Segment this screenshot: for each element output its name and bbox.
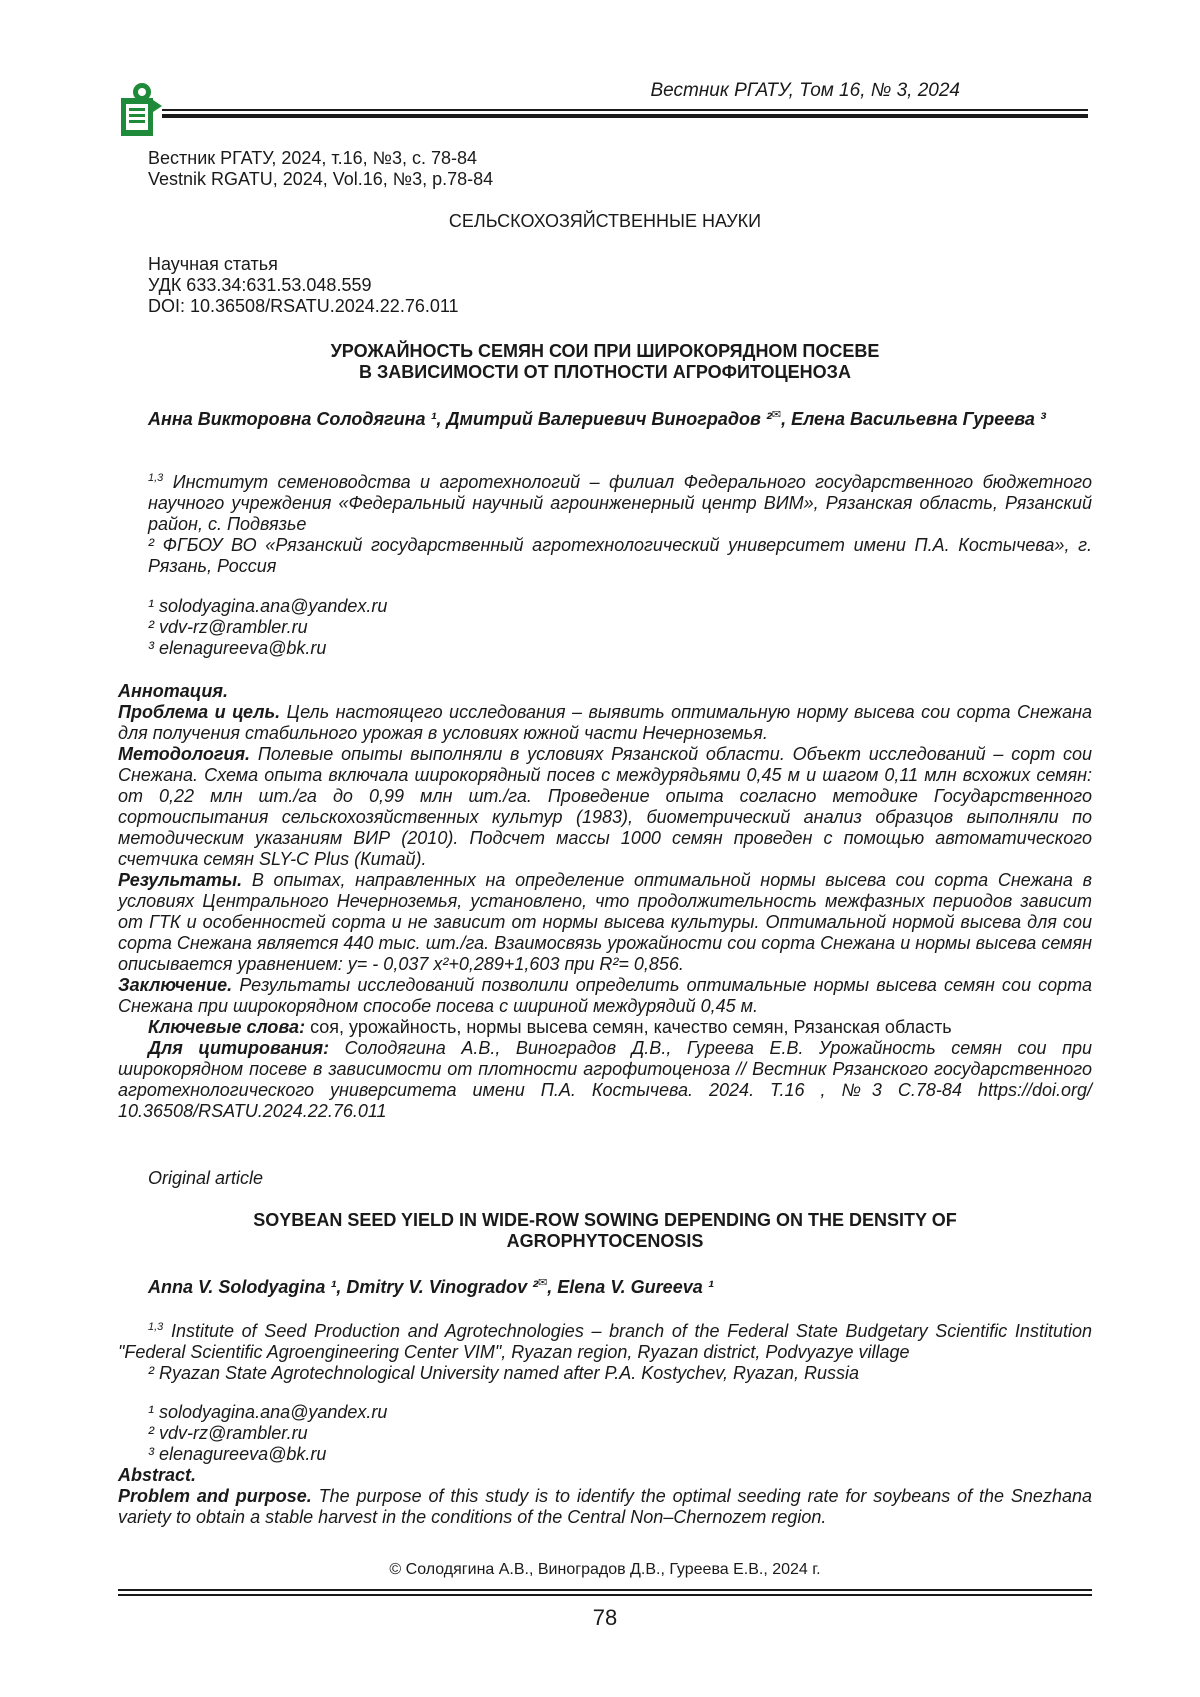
ru-aff-2: ² ФГБОУ ВО «Рязанский государственный агротехнологический университет имени П.А. Костычева», г. Рязань, Россия [148, 535, 1092, 576]
footer-rule [118, 1589, 1092, 1591]
en-abstract-label: Abstract. [118, 1465, 197, 1485]
page-number: 78 [592, 1605, 618, 1630]
ru-annotation-label: Аннотация. [118, 681, 228, 701]
ru-cite: Для цитирования: Солодягина А.В., Виноградов Д.В., Гуреева Е.В. Урожайность семян сои при широкорядном посеве в зависимости от плотности агрофитоценоза // Вестник Рязанского государственного агротехнологического университета имени П.А. Костычева. 2024. Т.16 , №3 С.78-84 https://doi.org/ 10.36508/RSATU.2024.22.76.011 [118, 1038, 1092, 1121]
en-aff-2: ² Ryazan State Agrotechnological University named after P.A. Kostychev, Ryazan, Russia [148, 1363, 860, 1383]
ru-problem: Проблема и цель. Цель настоящего исследования – выявить оптимальную норму высева сои сорта Снежана для получения стабильного урожая в условиях южной части Нечерноземья. [118, 702, 1092, 743]
meta-block [118, 254, 1122, 317]
header-rule-thick [162, 114, 1088, 118]
en-authors [118, 1273, 1122, 1298]
ru-aff-1: Институт семеноводства и агротехнологий – филиал Федерального государственного бюджетного научного учреждения «Федеральный научный агроинженерный центр ВИМ», Рязанская область, Рязанский район, с. Подвязье [148, 472, 1092, 534]
article-type: Научная статья [148, 254, 278, 274]
ru-authors-part-1: Анна Викторовна Солодягина ¹, Дмитрий Валериевич Виноградов ² [148, 409, 772, 429]
header-rule [162, 109, 1088, 111]
ru-method: Методология. Полевые опыты выполняли в условиях Рязанской области. Объект исследований – сорт сои Снежана. Схема опыта включала широкорядный посев с междурядьями 0,45 м и шагом 0,11 млн всхожих семян: от 0,22 млн шт./га до 0,99 млн шт./га. Проведение опыта согласно методике Государственного сортоиспытания сельскохозяйственных культур (1983), биометрический анализ образцов выполняли по методическим указаниям ВИР (2010). Подсчет массы 1000 семян проведен с помощью автоматического счетчика семян SLY-C Plus (Китай). [118, 744, 1092, 869]
en-title [118, 1210, 1092, 1252]
ru-title-line-1: УРОЖАЙНОСТЬ СЕМЯН СОИ ПРИ ШИРОКОРЯДНОМ ПОСЕВЕ [330, 341, 880, 361]
ru-affiliations [118, 468, 1092, 577]
ru-email-3[interactable]: ³ elenagureeva@bk.ru [148, 638, 327, 658]
en-article-type: Original article [148, 1168, 264, 1188]
citation-line-en: Vestnik RGATU, 2024, Vol.16, №3, p.78-84 [148, 169, 494, 189]
en-aff-1: Institute of Seed Production and Agrotechnologies – branch of the Federal State Budgetary Scientific Institution "Federal Scientific Agroengineering Center VIM", Ryazan region, Ryazan district, Podvyazye village [118, 1321, 1092, 1362]
ru-authors [118, 405, 1122, 430]
udc: УДК 633.34:631.53.048.559 [148, 275, 372, 295]
ru-emails [118, 596, 1122, 659]
ru-results: Результаты. В опытах, направленных на определение оптимальной нормы высева сои сорта Снежана в условиях Центрального Нечерноземья, установлено, что продолжительность межфазных периодов зависит от ГТК и особенностей сорта и не зависит от нормы высева культуры. Оптимальной нормой высева для сои сорта Снежана является 440 тыс. шт./га. Взаимосвязь урожайности сои сорта Снежана и нормы высева семян описывается уравнением: y= - 0,037 x²+0,289+1,603 при R²= 0,856. [118, 870, 1092, 974]
ru-aff-sup: 1,3 [148, 472, 164, 484]
en-title-line-2: AGROPHYTOCENOSIS [506, 1231, 704, 1251]
ru-keywords: Ключевые слова: соя, урожайность, нормы высева семян, качество семян, Рязанская область [148, 1017, 952, 1037]
en-aff-sup: 1,3 [148, 1321, 164, 1333]
en-authors-part-2: , Elena V. Gureeva ¹ [547, 1277, 714, 1297]
citation-line-ru: Вестник РГАТУ, 2024, т.16, №3, с. 78-84 [148, 148, 478, 168]
ru-authors-part-2: , Елена Васильевна Гуреева ³ [781, 409, 1046, 429]
ru-email-1[interactable]: ¹ solodyagina.ana@yandex.ru [148, 596, 388, 616]
envelope-icon[interactable]: ✉ [538, 1277, 548, 1289]
ru-annotation [118, 681, 1092, 1122]
ru-title-line-2: В ЗАВИСИМОСТИ ОТ ПЛОТНОСТИ АГРОФИТОЦЕНОЗА [359, 362, 851, 382]
citation-block [118, 148, 1122, 190]
ru-conclusion: Заключение. Результаты исследований позволили определить оптимальные нормы высева семян сои сорта Снежана при широкорядном способе посева с шириной междурядий 0,45 м. [118, 975, 1092, 1016]
en-email-3[interactable]: ³ elenagureeva@bk.ru [148, 1444, 327, 1464]
en-problem: Problem and purpose. The purpose of this study is to identify the optimal seeding rate for soybeans of the Snezhana variety to obtain a stable harvest in the conditions of the Central Non–Chernozem region. [118, 1486, 1092, 1527]
en-title-line-1: SOYBEAN SEED YIELD IN WIDE-ROW SOWING DEPENDING ON THE DENSITY OF [253, 1210, 957, 1230]
doi: DOI: 10.36508/RSATU.2024.22.76.011 [148, 296, 459, 316]
footer-rule-2 [118, 1594, 1092, 1596]
ru-email-2[interactable]: ² vdv-rz@rambler.ru [148, 617, 308, 637]
en-email-2[interactable]: ² vdv-rz@rambler.ru [148, 1423, 308, 1443]
en-affiliations [118, 1317, 1092, 1384]
en-emails [118, 1402, 1122, 1465]
envelope-icon[interactable]: ✉ [771, 409, 782, 421]
section-title: СЕЛЬСКОХОЗЯЙСТВЕННЫЕ НАУКИ [448, 211, 762, 231]
running-head: Вестник РГАТУ, Том 16, № 3, 2024 [650, 80, 960, 101]
en-abstract [118, 1465, 1092, 1528]
ru-title [118, 341, 1092, 383]
en-authors-part-1: Anna V. Solodyagina ¹, Dmitry V. Vinogradov ² [148, 1277, 539, 1297]
copyright: © Солодягина А.В., Виноградов Д.В., Гуреева Е.В., 2024 г. [389, 1561, 821, 1578]
en-email-1[interactable]: ¹ solodyagina.ana@yandex.ru [148, 1402, 388, 1422]
